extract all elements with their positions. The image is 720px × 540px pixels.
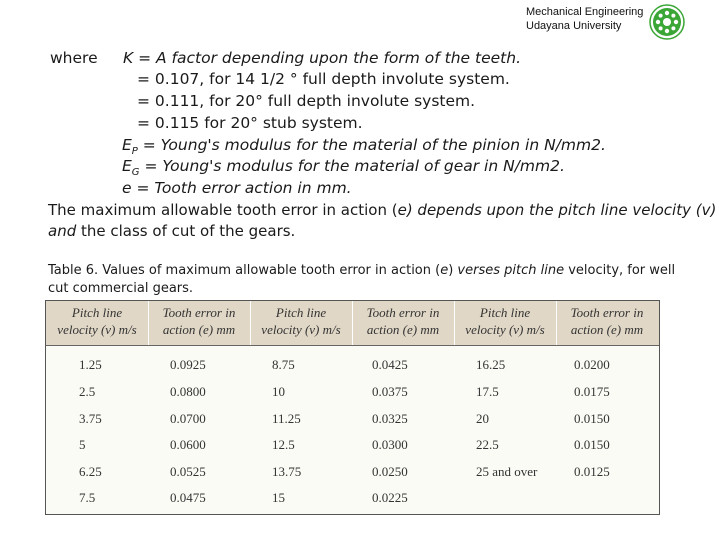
table-cell: 0.0175 bbox=[574, 384, 610, 399]
table-cell: 25 and over bbox=[476, 464, 538, 479]
ep-text: = Young's modulus for the material of the pinion in N/mm2. bbox=[137, 136, 606, 154]
table-cell: 0.0125 bbox=[574, 464, 610, 479]
table-cell: 13.75 bbox=[272, 464, 302, 479]
table-cell: 0.0600 bbox=[170, 437, 206, 452]
table-cell: 10 bbox=[272, 384, 285, 399]
table-cell: 15 bbox=[272, 490, 285, 505]
k-value-1: = 0.107, for 14 1/2 ° full depth involute system. bbox=[137, 70, 510, 88]
ep-subscript: P bbox=[131, 146, 138, 158]
table-cell: 0.0300 bbox=[372, 437, 408, 452]
caption-text-a: Table 6. Values of maximum allowable tooth error in action ( bbox=[48, 263, 441, 278]
paragraph-line-2 bbox=[48, 222, 295, 240]
where-label: where bbox=[50, 49, 98, 67]
table-header bbox=[46, 301, 659, 346]
paragraph-v: v bbox=[701, 201, 711, 219]
ep-definition bbox=[122, 136, 606, 157]
table-cell: 0.0225 bbox=[372, 490, 408, 505]
table-cell: 20 bbox=[476, 411, 489, 426]
table-cell: 17.5 bbox=[476, 384, 499, 399]
header-error-1: Tooth error in action (e) mm bbox=[162, 305, 236, 337]
table-cell: 0.0150 bbox=[574, 437, 610, 452]
table-cell: 0.0200 bbox=[574, 357, 610, 372]
table-cell: 22.5 bbox=[476, 437, 499, 452]
department-name: Mechanical Engineering bbox=[526, 6, 644, 18]
caption-verses: verses pitch line bbox=[457, 263, 565, 278]
header-error-2: Tooth error in action (e) mm bbox=[366, 305, 440, 337]
header-velocity-2: Pitch line velocity (v) m/s bbox=[261, 305, 341, 337]
table-cell: 2.5 bbox=[79, 384, 96, 399]
institution-header bbox=[526, 5, 643, 33]
e-definition: e = Tooth error action in mm. bbox=[122, 179, 352, 197]
k-definition: K = A factor depending upon the form of the teeth. bbox=[123, 49, 521, 67]
table-cell: 7.5 bbox=[79, 490, 96, 505]
paragraph-line-1 bbox=[48, 201, 716, 219]
table-cell: 0.0700 bbox=[170, 411, 206, 426]
table-caption bbox=[48, 262, 688, 298]
table-cell: 0.0800 bbox=[170, 384, 206, 399]
table-cell: 3.75 bbox=[79, 411, 102, 426]
university-name: Udayana University bbox=[526, 20, 622, 32]
header-error-3: Tooth error in action (e) mm bbox=[570, 305, 644, 337]
table-cell: 11.25 bbox=[272, 411, 301, 426]
caption-e: e bbox=[440, 263, 449, 278]
eg-subscript: G bbox=[131, 167, 140, 179]
paragraph-e: e bbox=[397, 201, 407, 219]
table-cell: 0.0375 bbox=[372, 384, 408, 399]
table-cell: 0.0425 bbox=[372, 357, 408, 372]
table-cell: 8.75 bbox=[272, 357, 295, 372]
ep-symbol: E bbox=[122, 136, 132, 154]
table-cell: 6.25 bbox=[79, 464, 102, 479]
table-cell: 16.25 bbox=[476, 357, 506, 372]
tooth-error-table bbox=[45, 300, 660, 515]
header-velocity-1: Pitch line velocity (v) m/s bbox=[57, 305, 137, 337]
eg-symbol: E bbox=[122, 157, 132, 175]
paragraph-text-d: the class of cut of the gears. bbox=[76, 222, 296, 240]
header-velocity-3: Pitch line velocity (v) m/s bbox=[465, 305, 545, 337]
table-cell: 1.25 bbox=[79, 357, 102, 372]
table-cell: 12.5 bbox=[272, 437, 295, 452]
university-logo-icon bbox=[649, 4, 685, 40]
k-value-2: = 0.111, for 20° full depth involute system. bbox=[137, 92, 476, 110]
table-cell: 0.0150 bbox=[574, 411, 610, 426]
table-cell: 0.0250 bbox=[372, 464, 408, 479]
caption-text-b: ) bbox=[448, 263, 458, 278]
table-cell: 0.0525 bbox=[170, 464, 206, 479]
eg-text: = Young's modulus for the material of gear in N/mm2. bbox=[139, 157, 565, 175]
paragraph-text-c: ) bbox=[710, 201, 717, 219]
table-cell: 0.0475 bbox=[170, 490, 206, 505]
k-value-3: = 0.115 for 20° stub system. bbox=[137, 114, 363, 132]
eg-definition bbox=[122, 157, 565, 178]
table-cell: 5 bbox=[79, 437, 86, 452]
table-cell: 0.0325 bbox=[372, 411, 408, 426]
caption-text-c: velocity, for well cut commercial gears. bbox=[48, 263, 676, 296]
paragraph-and: and bbox=[48, 222, 77, 240]
paragraph-text-a: The maximum allowable tooth error in action ( bbox=[48, 201, 398, 219]
paragraph-text-b: ) depends upon the pitch line velocity ( bbox=[406, 201, 702, 219]
table-cell: 0.0925 bbox=[170, 357, 206, 372]
